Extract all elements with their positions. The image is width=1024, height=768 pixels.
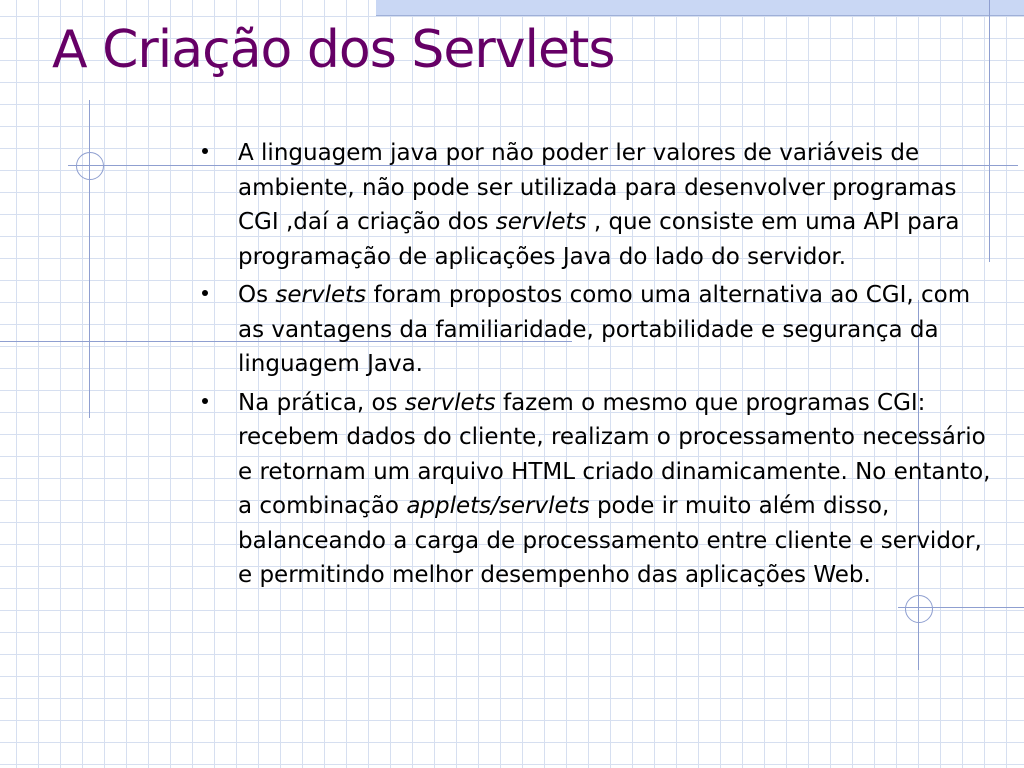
left-vertical-decoration-line <box>89 100 90 418</box>
bullet-2-text-part-1: Os <box>238 282 276 308</box>
bullet-3-text-part-2: fazem o mesmo que programas CGI: recebem dados do cliente, realizam o processamento necessário e retornam um arquivo HTML criado dinamicamente. No entanto, a combinação <box>238 389 991 519</box>
bullet-2-emphasis-servlets: servlets <box>275 282 367 308</box>
bullet-1-text-part-1: A linguagem java por não poder ler valores de variáveis de ambiente, não pode ser utilizada para desenvolver programas CGI ,daí a criação dos <box>238 140 957 235</box>
bullet-1-emphasis-servlets: servlets <box>495 209 587 235</box>
right-circle-decoration <box>905 595 933 623</box>
bullet-3-text-part-3: pode ir muito além disso, balanceando a carga de processamento entre cliente e servidor, e permitindo melhor desempenho das aplicações Web. <box>238 493 982 588</box>
bullet-dot-icon <box>202 398 208 404</box>
bullet-item-2 <box>200 278 1000 382</box>
top-header-band <box>376 0 1024 16</box>
left-circle-decoration <box>76 152 104 180</box>
bullet-3-emphasis-servlets: servlets <box>404 389 496 416</box>
bullet-dot-icon <box>202 148 208 154</box>
bullet-3-emphasis-applets-servlets: applets/servlets <box>406 493 590 519</box>
bullet-1-text-part-2: , que consiste em uma API para programação de aplicações Java do lado do servidor. <box>238 209 960 270</box>
bullet-3-text-part-1: Na prática, os <box>238 389 405 416</box>
bullet-2-text-part-2: foram propostos como uma alternativa ao CGI, com as vantagens da familiaridade, portabilidade e segurança da linguagem Java. <box>238 282 971 377</box>
bullet-item-3 <box>200 386 1000 593</box>
bullet-item-1 <box>200 136 1000 274</box>
bullet-list <box>200 136 1000 597</box>
slide-title: A Criação dos Servlets <box>52 20 615 80</box>
bullet-dot-icon <box>202 290 208 296</box>
